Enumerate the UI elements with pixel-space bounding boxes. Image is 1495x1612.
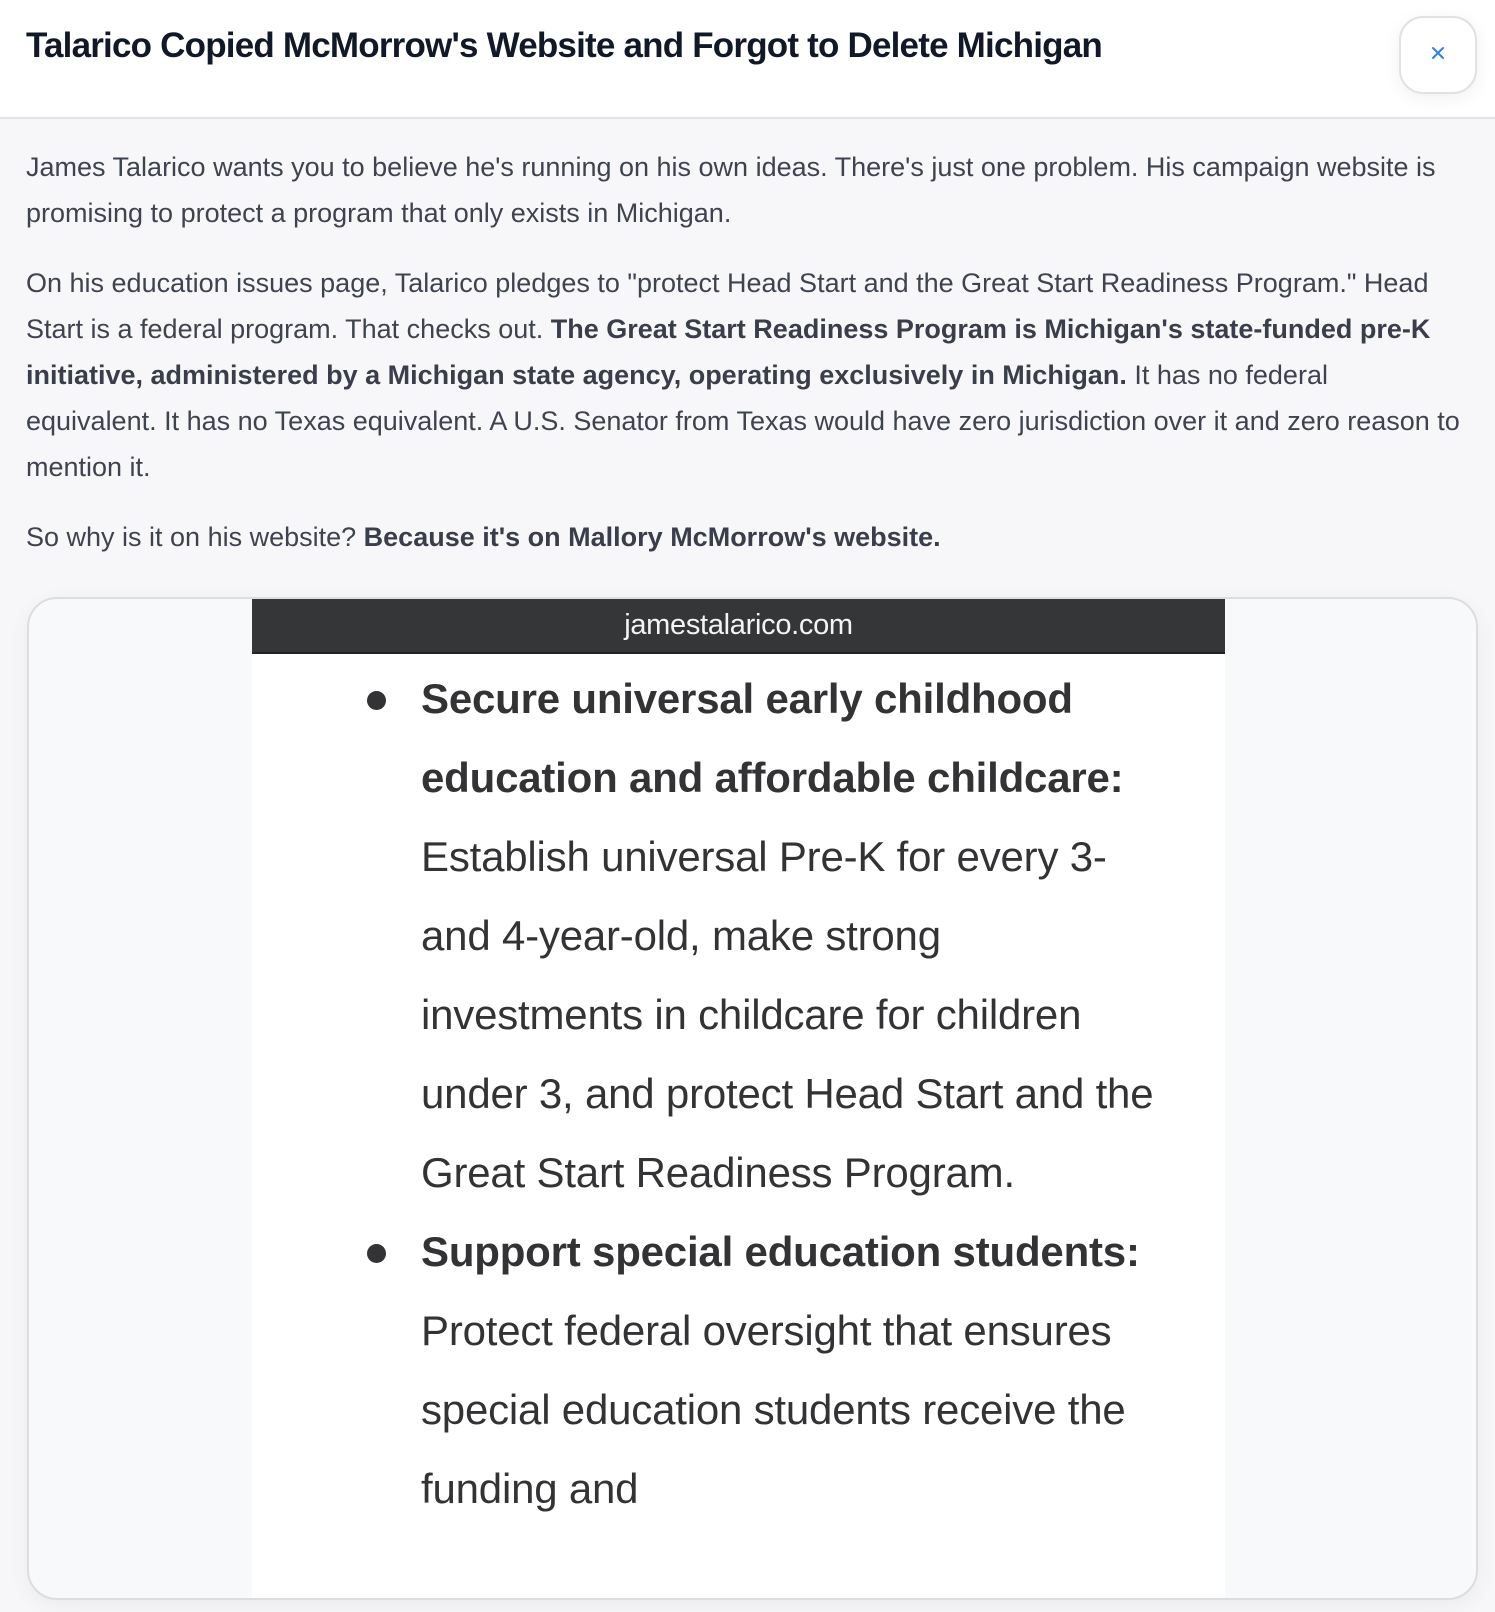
- paragraph-text: James Talarico wants you to believe he's running on his own ideas. There's just one problem. His campaign website is promising to protect a program that only exists in Michigan.: [26, 152, 1436, 228]
- url-bar: jamestalarico.com: [252, 599, 1225, 654]
- paragraph-conclusion: [26, 514, 1466, 560]
- policy-item: [252, 1212, 1225, 1528]
- modal-header: [0, 0, 1495, 119]
- paragraph-emphasis: Because it's on Mallory McMorrow's website.: [363, 522, 941, 552]
- paragraph-text: So why is it on his website?: [26, 522, 364, 552]
- policy-heading: Support special education students:: [421, 1228, 1140, 1275]
- policy-body: Protect federal oversight that ensures special education students receive the funding and: [421, 1307, 1126, 1512]
- article-title: Talarico Copied McMorrow's Website and Forgot to Delete Michigan: [26, 26, 1102, 65]
- website-screenshot: [252, 599, 1225, 1600]
- screenshot-card: [27, 597, 1478, 1600]
- bullet-icon: [367, 691, 386, 710]
- close-icon: [1431, 46, 1445, 65]
- paragraph-emphasis: The Great Start Readiness Program is Michigan's state-funded pre-K initiative, administered by a Michigan state agency, operating exclusively in Michigan.: [26, 314, 1431, 390]
- paragraph-evidence: [26, 260, 1466, 490]
- close-button[interactable]: [1399, 16, 1477, 94]
- policy-heading: Secure universal early childhood education and affordable childcare:: [421, 675, 1124, 801]
- policy-item: [252, 659, 1225, 1212]
- bullet-icon: [367, 1244, 386, 1263]
- article-body: [26, 144, 1466, 584]
- paragraph-intro: [26, 144, 1466, 236]
- policy-body: Establish universal Pre-K for every 3- and 4-year-old, make strong investments in childcare for children under 3, and protect Head Start and the Great Start Readiness Program.: [421, 833, 1154, 1196]
- paragraph-text: It has no federal equivalent. It has no Texas equivalent. A U.S. Senator from Texas would have zero jurisdiction over it and zero reason to mention it.: [26, 360, 1460, 482]
- policy-list: [252, 659, 1225, 1528]
- paragraph-text: On his education issues page, Talarico pledges to "protect Head Start and the Great Start Readiness Program." Head Start is a federal program. That checks out.: [26, 268, 1429, 344]
